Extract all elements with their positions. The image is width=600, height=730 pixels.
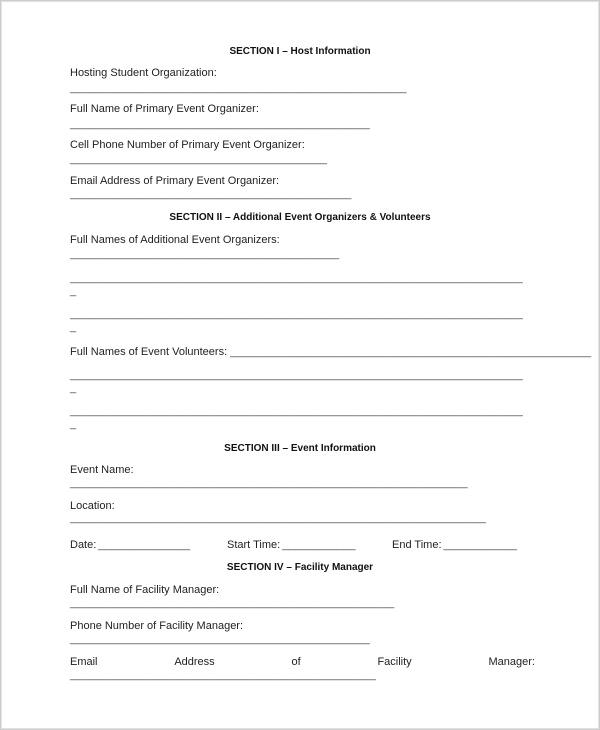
section-4-heading: SECTION IV – Facility Manager [226, 562, 374, 573]
section-1-heading: SECTION I – Host Information [229, 46, 371, 57]
facility-manager-email-word-2: Address [174, 656, 215, 668]
event-volunteers-row [70, 346, 591, 359]
start-time-label: Start Time: [227, 539, 281, 551]
event-volunteers-fill-line-2: __________________________________________________________________________ [70, 369, 523, 381]
event-volunteers-fill-line: ___________________________________________________________ [230, 346, 592, 358]
facility-manager-email-label [70, 656, 535, 669]
facility-manager-email-word-5: Manager: [488, 656, 535, 668]
facility-manager-phone-fill-line: _________________________________________________ [70, 633, 370, 645]
date-label: Date: [70, 539, 97, 551]
additional-organizers-fill-line-3-wrap: _ [70, 321, 77, 333]
additional-organizers-fill-line-2: __________________________________________________________________________ [70, 272, 523, 284]
event-volunteers-fill-line-3-wrap: _ [70, 418, 77, 430]
date-field [70, 539, 190, 552]
event-volunteers-label: Full Names of Event Volunteers: [70, 346, 228, 358]
additional-organizers-label: Full Names of Additional Event Organizers: [70, 234, 280, 246]
primary-organizer-email-fill-line: ______________________________________________ [70, 188, 352, 200]
primary-organizer-phone-label: Cell Phone Number of Primary Event Organizer: [70, 139, 305, 151]
hosting-organization-fill-line: _______________________________________________________ [70, 82, 407, 94]
location-label: Location: [70, 500, 115, 512]
section-2-heading: SECTION II – Additional Event Organizers & Volunteers [169, 212, 431, 223]
facility-manager-name-label: Full Name of Facility Manager: [70, 584, 220, 596]
facility-manager-email-fill-line: __________________________________________________ [70, 669, 376, 681]
event-volunteers-fill-line-3: __________________________________________________________________________ [70, 405, 523, 417]
start-time-field [227, 539, 356, 552]
end-time-fill-line: ____________ [443, 539, 517, 551]
facility-manager-phone-label: Phone Number of Facility Manager: [70, 620, 244, 632]
facility-manager-email-word-4: Facility [377, 656, 412, 668]
start-time-fill-line: ____________ [282, 539, 356, 551]
facility-manager-email-word-1: Email [70, 656, 98, 668]
facility-manager-email-word-3: of [291, 656, 301, 668]
end-time-field [392, 539, 517, 552]
additional-organizers-fill-line: ____________________________________________ [70, 248, 340, 260]
date-time-row [70, 539, 535, 553]
additional-organizers-fill-line-3: __________________________________________________________________________ [70, 308, 523, 320]
event-name-fill-line: _________________________________________________________________ [70, 477, 468, 489]
additional-organizers-fill-line-2-wrap: _ [70, 285, 77, 297]
primary-organizer-name-fill-line: _________________________________________________ [70, 118, 370, 130]
hosting-organization-label: Hosting Student Organization: [70, 67, 217, 79]
primary-organizer-phone-fill-line: __________________________________________ [70, 153, 327, 165]
location-fill-line: ____________________________________________________________________ [70, 512, 487, 524]
facility-manager-name-fill-line: _____________________________________________________ [70, 597, 395, 609]
end-time-label: End Time: [392, 539, 442, 551]
primary-organizer-name-label: Full Name of Primary Event Organizer: [70, 103, 259, 115]
date-fill-line: _______________ [98, 539, 191, 551]
section-3-heading: SECTION III – Event Information [224, 443, 376, 454]
primary-organizer-email-label: Email Address of Primary Event Organizer: [70, 175, 280, 187]
event-name-label: Event Name: [70, 464, 134, 476]
event-volunteers-fill-line-2-wrap: _ [70, 382, 77, 394]
